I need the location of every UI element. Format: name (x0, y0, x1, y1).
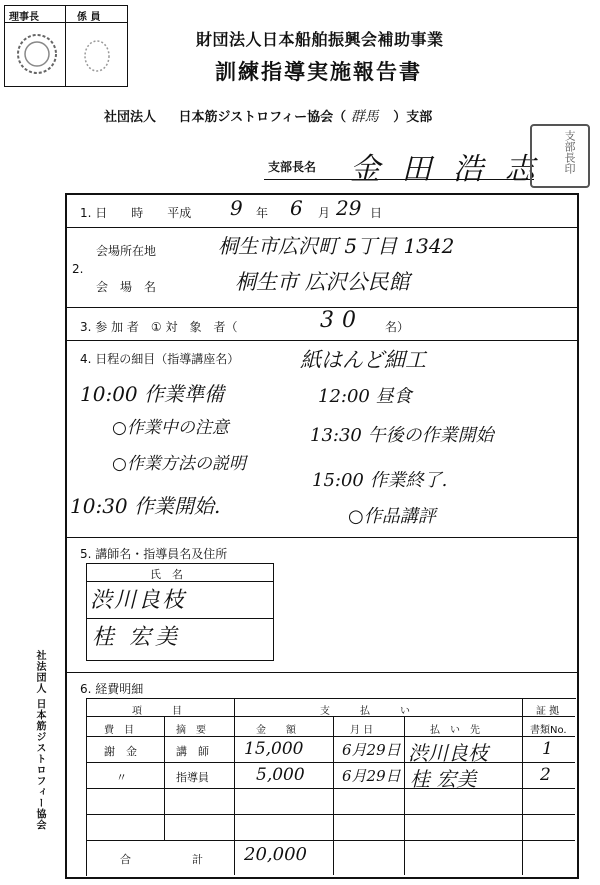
document-title: 訓練指導実施報告書 (215, 60, 422, 84)
schedule-right-3: 15:00 作業終了. (312, 470, 448, 491)
org-prefix: 社団法人 (104, 110, 157, 125)
expense-row-date: 6月29日 (342, 741, 401, 759)
instructor-name-2: 桂 宏美 (92, 625, 181, 650)
participant-count: 30 (320, 308, 364, 333)
venue-address: 桐生市広沢町 5丁目 1342 (218, 234, 455, 258)
expense-row-desc: 講 師 (176, 745, 209, 758)
expense-row-payee: 桂 宏美 (410, 767, 477, 791)
sec1-label: 1. 日 時 平成 (80, 206, 192, 220)
schedule-right-1: 12:00 昼食 (318, 386, 412, 407)
expense-header-item: 項 目 (132, 706, 182, 717)
sec1-month-unit: 月 (318, 206, 331, 220)
sec4-label: 4. 日程の細目（指導講座名） (80, 352, 240, 366)
expense-row-doc-no: 2 (540, 765, 551, 785)
expense-total-label: 計 (192, 853, 203, 866)
sec5-label: 5. 講師名・指導員名及住所 (80, 547, 228, 561)
expense-row-amount: 5,000 (256, 765, 305, 785)
expense-row-date: 6月29日 (342, 767, 401, 785)
schedule-left-4: 10:30 作業開始. (70, 494, 221, 518)
expense-row-amount: 15,000 (244, 739, 304, 759)
approval-header-chairman: 理事長 (9, 12, 39, 23)
schedule-left-3: ○作業方法の説明 (112, 454, 246, 474)
schedule-right-2: 13:30 午後の作業開始 (310, 425, 494, 446)
branch-stamp-text: 支部長印 (563, 130, 576, 174)
course-name: 紙はんど細工 (300, 348, 426, 372)
seal-stamp-icon (81, 36, 113, 76)
expense-row-desc: 指導員 (176, 771, 209, 784)
expense-header-payee: 払 い 先 (430, 725, 480, 736)
expense-row-item: 謝 金 (104, 745, 137, 758)
org-line (104, 106, 432, 126)
sec1-day: 29 (336, 196, 362, 220)
org-suffix: ）支部 (393, 110, 433, 125)
expense-header-date: 月 日 (350, 725, 374, 736)
expense-header-payment: 支 払 い (320, 706, 410, 717)
expense-header-doc-no: 書類No. (530, 725, 567, 736)
approval-header-staff: 係 員 (77, 12, 101, 23)
expense-header-description: 摘 要 (176, 725, 206, 736)
expense-table (86, 698, 576, 876)
approval-box (4, 5, 128, 87)
expense-row-item: 〃 (116, 771, 127, 784)
side-org-text: 社法団人 日本筋ジストロフィー協会 (34, 650, 45, 831)
expense-row-doc-no: 1 (542, 739, 553, 759)
venue-address-label: 会場所在地 (96, 244, 157, 258)
schedule-right-4: ○作品講評 (348, 506, 436, 527)
sec1-month: 6 (290, 196, 303, 220)
venue-name-label: 会 場 名 (96, 280, 157, 294)
org-name: 日本筋ジストロフィー協会（ (178, 110, 347, 125)
expense-header-cert: 証 拠 (536, 706, 560, 717)
org-branch: 群馬 (350, 109, 379, 125)
sec3-label: 3. 参 加 者 ① 対 象 者（ (80, 320, 238, 334)
venue-name: 桐生市 広沢公民館 (235, 270, 410, 294)
expense-row-payee: 渋川良枝 (408, 741, 488, 765)
schedule-left-2: ○作業中の注意 (112, 418, 229, 438)
sec6-label: 6. 経費明細 (80, 682, 144, 696)
schedule-left-1: 10:00 作業準備 (80, 382, 224, 406)
document-subtitle: 財団法人日本船舶振興会補助事業 (196, 30, 444, 49)
chief-label: 支部長名 (268, 160, 317, 174)
sec1-day-unit: 日 (370, 206, 383, 220)
expense-total-amount: 20,000 (244, 844, 307, 865)
sec2-number: 2. (72, 262, 84, 276)
expense-header-category: 費 目 (104, 725, 134, 736)
sec3-unit: 名） (385, 320, 410, 334)
chief-name: 金 田 浩 志 (350, 152, 541, 187)
sec1-year-unit: 年 (256, 206, 269, 220)
instructor-col-header: 氏 名 (150, 568, 183, 581)
instructor-name-1: 渋川良枝 (90, 588, 187, 613)
expense-total-label: 合 (120, 853, 131, 866)
seal-stamp-icon (15, 30, 59, 78)
expense-header-amount: 金 額 (256, 725, 296, 736)
sec1-year: 9 (230, 196, 243, 220)
